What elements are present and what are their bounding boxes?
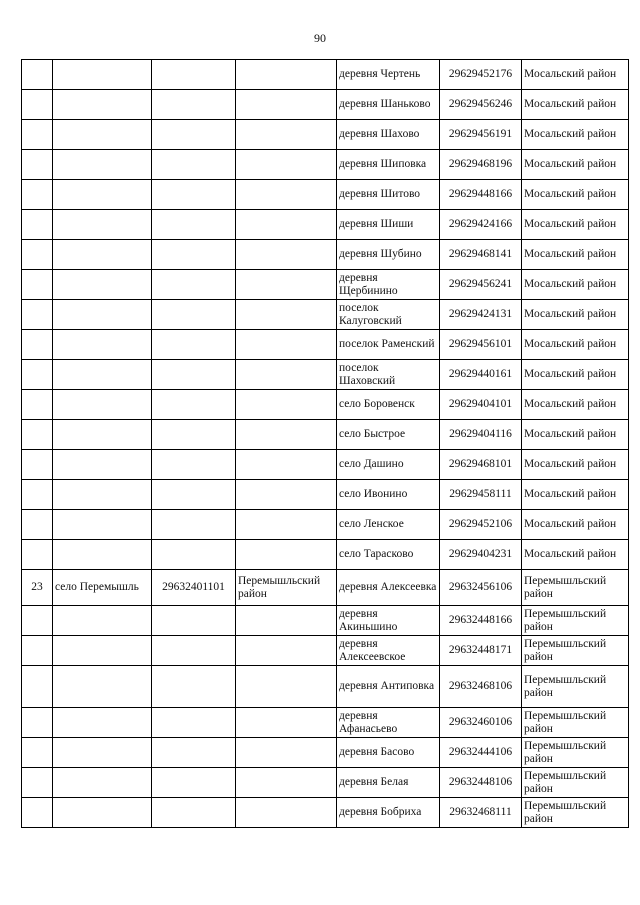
settlement-district-cell: Мосальский район	[522, 390, 629, 420]
table-row	[22, 330, 629, 360]
oktmo-code-cell: 29629404231	[440, 540, 522, 570]
admin-center-cell	[53, 360, 152, 390]
oktmo-code-cell: 29629448166	[440, 180, 522, 210]
admin-center-cell	[53, 738, 152, 768]
admin-center-cell	[53, 510, 152, 540]
oktmo-code-cell: 29629458111	[440, 480, 522, 510]
settlement-name-cell: поселок Шаховский	[337, 360, 440, 390]
settlement-name-cell: деревня Шаньково	[337, 90, 440, 120]
district-cell	[236, 708, 337, 738]
district-cell	[236, 636, 337, 666]
district-cell: Перемышльский район	[236, 570, 337, 606]
row-number-cell	[22, 150, 53, 180]
admin-center-code-cell	[152, 90, 236, 120]
settlement-name-cell: деревня Белая	[337, 768, 440, 798]
settlement-name-cell: деревня Шубино	[337, 240, 440, 270]
admin-center-cell	[53, 390, 152, 420]
admin-center-code-cell	[152, 210, 236, 240]
admin-center-code-cell	[152, 390, 236, 420]
admin-center-code-cell	[152, 450, 236, 480]
district-cell	[236, 390, 337, 420]
district-cell	[236, 180, 337, 210]
admin-center-cell	[53, 330, 152, 360]
settlement-district-cell: Мосальский район	[522, 420, 629, 450]
oktmo-code-cell: 29632448171	[440, 636, 522, 666]
oktmo-code-cell: 29632448106	[440, 768, 522, 798]
admin-center-code-cell	[152, 480, 236, 510]
admin-center-cell	[53, 450, 152, 480]
table-row	[22, 540, 629, 570]
admin-center-code-cell	[152, 420, 236, 450]
admin-center-cell	[53, 240, 152, 270]
table-row	[22, 270, 629, 300]
table-row	[22, 480, 629, 510]
district-cell	[236, 330, 337, 360]
admin-center-cell	[53, 60, 152, 90]
admin-center-cell	[53, 90, 152, 120]
settlement-name-cell: деревня Бобриха	[337, 798, 440, 828]
row-number-cell	[22, 270, 53, 300]
settlement-district-cell: Мосальский район	[522, 480, 629, 510]
oktmo-code-cell: 29629456241	[440, 270, 522, 300]
row-number-cell	[22, 240, 53, 270]
settlement-district-cell: Перемышльский район	[522, 606, 629, 636]
oktmo-code-cell: 29629468141	[440, 240, 522, 270]
settlement-district-cell: Мосальский район	[522, 90, 629, 120]
oktmo-code-cell: 29632448166	[440, 606, 522, 636]
row-number-cell	[22, 480, 53, 510]
oktmo-code-cell: 29629456191	[440, 120, 522, 150]
settlement-district-cell: Мосальский район	[522, 240, 629, 270]
table-row	[22, 120, 629, 150]
row-number-cell	[22, 450, 53, 480]
settlement-district-cell: Мосальский район	[522, 270, 629, 300]
admin-center-cell	[53, 540, 152, 570]
settlement-district-cell: Перемышльский район	[522, 738, 629, 768]
district-cell	[236, 120, 337, 150]
admin-center-code-cell: 29632401101	[152, 570, 236, 606]
table-row	[22, 90, 629, 120]
settlement-name-cell: поселок Раменский	[337, 330, 440, 360]
settlement-district-cell: Мосальский район	[522, 300, 629, 330]
row-number-cell	[22, 798, 53, 828]
district-cell	[236, 798, 337, 828]
oktmo-code-cell: 29629404101	[440, 390, 522, 420]
row-number-cell	[22, 768, 53, 798]
admin-center-code-cell	[152, 510, 236, 540]
row-number-cell	[22, 90, 53, 120]
admin-center-code-cell	[152, 636, 236, 666]
settlement-district-cell: Мосальский район	[522, 510, 629, 540]
table-row	[22, 390, 629, 420]
district-cell	[236, 270, 337, 300]
oktmo-code-cell: 29629456101	[440, 330, 522, 360]
settlement-district-cell: Мосальский район	[522, 180, 629, 210]
settlement-name-cell: деревня Щербинино	[337, 270, 440, 300]
settlement-district-cell: Перемышльский район	[522, 708, 629, 738]
settlement-district-cell: Мосальский район	[522, 120, 629, 150]
admin-center-cell	[53, 798, 152, 828]
row-number-cell: 23	[22, 570, 53, 606]
settlement-district-cell: Перемышльский район	[522, 666, 629, 708]
district-cell	[236, 450, 337, 480]
table-row	[22, 636, 629, 666]
oktmo-code-cell: 29632456106	[440, 570, 522, 606]
admin-center-code-cell	[152, 240, 236, 270]
table-row	[22, 666, 629, 708]
settlement-name-cell: деревня Алексеевка	[337, 570, 440, 606]
table-row	[22, 180, 629, 210]
admin-center-code-cell	[152, 606, 236, 636]
settlement-district-cell: Мосальский район	[522, 60, 629, 90]
oktmo-code-cell: 29629468101	[440, 450, 522, 480]
admin-center-cell	[53, 180, 152, 210]
admin-center-cell	[53, 768, 152, 798]
settlement-name-cell: деревня Алексеевское	[337, 636, 440, 666]
row-number-cell	[22, 510, 53, 540]
settlement-name-cell: село Боровенск	[337, 390, 440, 420]
settlement-name-cell: деревня Чертень	[337, 60, 440, 90]
table-row	[22, 450, 629, 480]
settlement-name-cell: деревня Шиповка	[337, 150, 440, 180]
row-number-cell	[22, 606, 53, 636]
district-cell	[236, 360, 337, 390]
district-cell	[236, 60, 337, 90]
settlement-name-cell: село Ивонино	[337, 480, 440, 510]
row-number-cell	[22, 330, 53, 360]
admin-center-cell	[53, 270, 152, 300]
admin-center-code-cell	[152, 540, 236, 570]
table-row	[22, 240, 629, 270]
admin-center-cell	[53, 480, 152, 510]
district-cell	[236, 90, 337, 120]
oktmo-code-cell: 29632468106	[440, 666, 522, 708]
row-number-cell	[22, 60, 53, 90]
settlements-table	[21, 59, 629, 828]
table-row	[22, 510, 629, 540]
table-row	[22, 300, 629, 330]
district-cell	[236, 300, 337, 330]
oktmo-code-cell: 29629424166	[440, 210, 522, 240]
row-number-cell	[22, 540, 53, 570]
district-cell	[236, 420, 337, 450]
settlement-name-cell: деревня Антиповка	[337, 666, 440, 708]
oktmo-code-cell: 29629404116	[440, 420, 522, 450]
district-cell	[236, 240, 337, 270]
table-row	[22, 708, 629, 738]
admin-center-cell	[53, 210, 152, 240]
row-number-cell	[22, 210, 53, 240]
admin-center-code-cell	[152, 300, 236, 330]
admin-center-cell	[53, 666, 152, 708]
admin-center-cell	[53, 420, 152, 450]
page-number: 90	[314, 31, 326, 45]
settlement-name-cell: деревня Шахово	[337, 120, 440, 150]
district-cell	[236, 606, 337, 636]
settlement-name-cell: поселок Калуговский	[337, 300, 440, 330]
district-cell	[236, 480, 337, 510]
oktmo-code-cell: 29632444106	[440, 738, 522, 768]
settlement-district-cell: Перемышльский район	[522, 570, 629, 606]
table-row	[22, 570, 629, 606]
settlement-name-cell: деревня Шиши	[337, 210, 440, 240]
settlement-name-cell: деревня Шитово	[337, 180, 440, 210]
table-row	[22, 768, 629, 798]
row-number-cell	[22, 420, 53, 450]
admin-center-code-cell	[152, 360, 236, 390]
settlement-district-cell: Мосальский район	[522, 360, 629, 390]
admin-center-cell	[53, 708, 152, 738]
table-row	[22, 60, 629, 90]
district-cell	[236, 210, 337, 240]
oktmo-code-cell: 29629452176	[440, 60, 522, 90]
row-number-cell	[22, 636, 53, 666]
settlement-name-cell: деревня Басово	[337, 738, 440, 768]
row-number-cell	[22, 180, 53, 210]
settlement-district-cell: Перемышльский район	[522, 636, 629, 666]
row-number-cell	[22, 738, 53, 768]
district-cell	[236, 540, 337, 570]
district-cell	[236, 510, 337, 540]
table-row	[22, 420, 629, 450]
admin-center-cell	[53, 606, 152, 636]
oktmo-code-cell: 29632468111	[440, 798, 522, 828]
row-number-cell	[22, 120, 53, 150]
settlement-name-cell: село Ленское	[337, 510, 440, 540]
admin-center-cell	[53, 300, 152, 330]
oktmo-code-cell: 29629424131	[440, 300, 522, 330]
oktmo-code-cell: 29629440161	[440, 360, 522, 390]
row-number-cell	[22, 300, 53, 330]
row-number-cell	[22, 390, 53, 420]
district-cell	[236, 150, 337, 180]
settlement-name-cell: село Тарасково	[337, 540, 440, 570]
settlement-district-cell: Мосальский район	[522, 150, 629, 180]
table-row	[22, 210, 629, 240]
admin-center-code-cell	[152, 180, 236, 210]
settlement-name-cell: деревня Акиньшино	[337, 606, 440, 636]
oktmo-code-cell: 29632460106	[440, 708, 522, 738]
admin-center-code-cell	[152, 330, 236, 360]
district-cell	[236, 666, 337, 708]
row-number-cell	[22, 708, 53, 738]
row-number-cell	[22, 666, 53, 708]
table-row	[22, 360, 629, 390]
settlement-district-cell: Мосальский район	[522, 450, 629, 480]
admin-center-code-cell	[152, 708, 236, 738]
table-row	[22, 606, 629, 636]
admin-center-cell	[53, 636, 152, 666]
admin-center-code-cell	[152, 768, 236, 798]
table-body	[22, 60, 629, 828]
settlement-district-cell: Перемышльский район	[522, 798, 629, 828]
district-cell	[236, 738, 337, 768]
admin-center-code-cell	[152, 738, 236, 768]
table-row	[22, 738, 629, 768]
settlement-name-cell: село Быстрое	[337, 420, 440, 450]
admin-center-cell: село Перемышль	[53, 570, 152, 606]
admin-center-code-cell	[152, 60, 236, 90]
admin-center-code-cell	[152, 798, 236, 828]
admin-center-code-cell	[152, 270, 236, 300]
admin-center-cell	[53, 150, 152, 180]
settlement-name-cell: деревня Афанасьево	[337, 708, 440, 738]
settlement-district-cell: Мосальский район	[522, 540, 629, 570]
oktmo-code-cell: 29629468196	[440, 150, 522, 180]
admin-center-code-cell	[152, 150, 236, 180]
settlement-name-cell: село Дашино	[337, 450, 440, 480]
table-row	[22, 798, 629, 828]
oktmo-code-cell: 29629456246	[440, 90, 522, 120]
oktmo-code-cell: 29629452106	[440, 510, 522, 540]
district-cell	[236, 768, 337, 798]
table-row	[22, 150, 629, 180]
row-number-cell	[22, 360, 53, 390]
admin-center-cell	[53, 120, 152, 150]
settlement-district-cell: Мосальский район	[522, 210, 629, 240]
admin-center-code-cell	[152, 666, 236, 708]
admin-center-code-cell	[152, 120, 236, 150]
settlement-district-cell: Перемышльский район	[522, 768, 629, 798]
settlement-district-cell: Мосальский район	[522, 330, 629, 360]
